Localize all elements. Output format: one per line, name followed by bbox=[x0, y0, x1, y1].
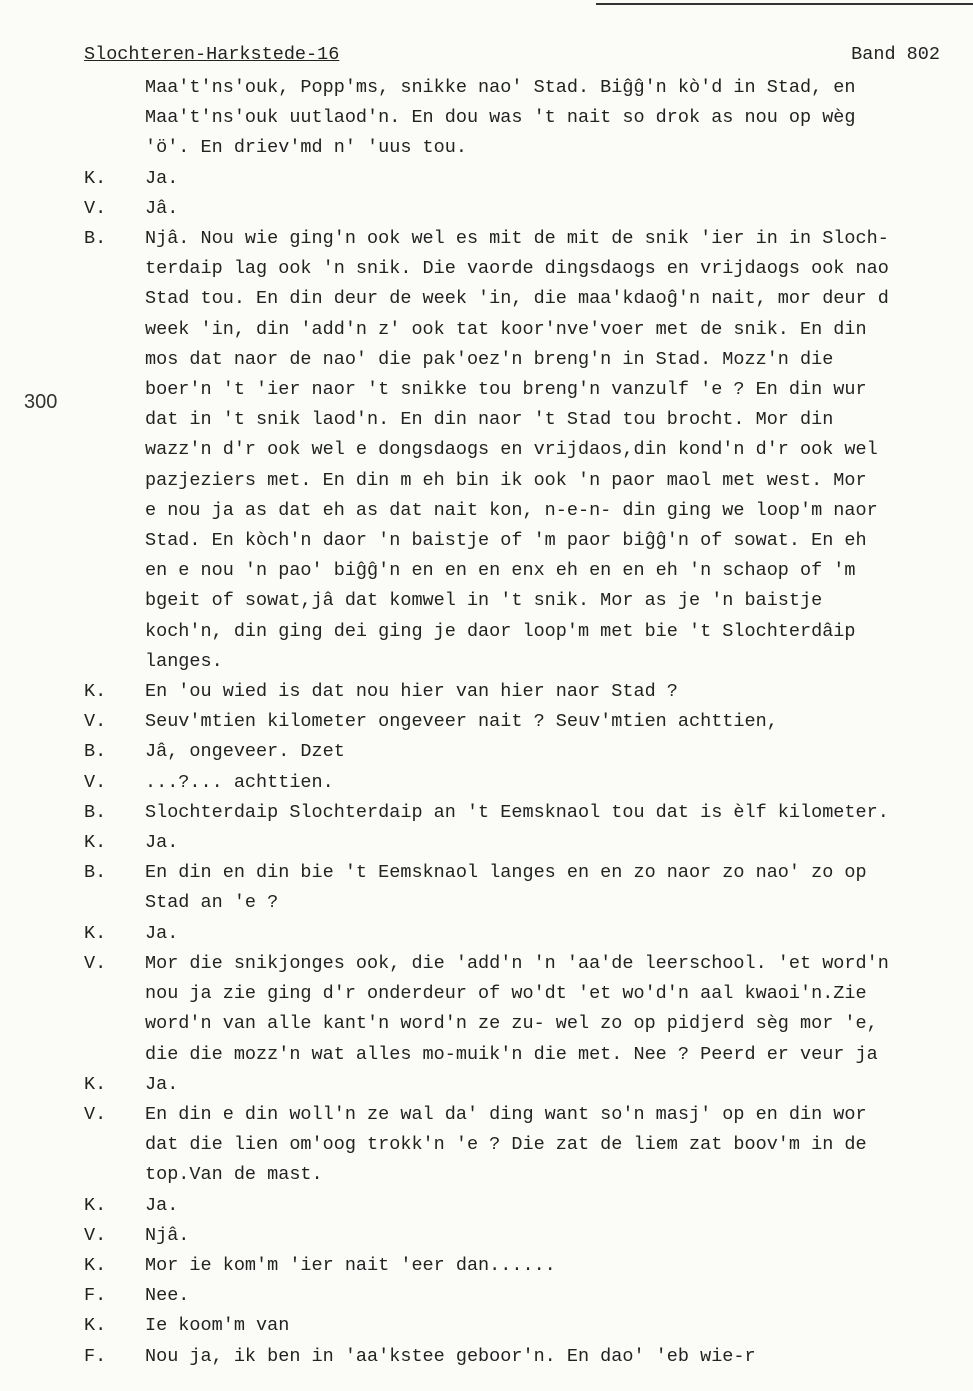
speaker-label: V. bbox=[84, 771, 107, 793]
text-line: Jâ, ongeveer. Dzet bbox=[145, 741, 345, 763]
speaker-label: V. bbox=[84, 1224, 107, 1246]
turn-text bbox=[145, 1342, 968, 1372]
speaker-label: B. bbox=[84, 228, 107, 250]
transcript-turn bbox=[84, 737, 968, 767]
text-line: en e nou 'n pao' biĝĝ'n en en en enx eh en en eh 'n schaop of 'm bbox=[145, 560, 856, 582]
transcript-turn bbox=[84, 798, 968, 828]
text-line: terdaip lag ook 'n snik. Die vaorde dingsdaogs en vrijdaogs ook nao bbox=[145, 258, 889, 280]
speaker-label: K. bbox=[84, 681, 107, 703]
page-header bbox=[84, 44, 940, 70]
speaker-label: B. bbox=[84, 801, 107, 823]
text-line: Maa't'ns'ouk uutlaod'n. En dou was 't nait so drok as nou op wèg bbox=[145, 107, 856, 129]
transcript-turn bbox=[84, 1070, 968, 1100]
text-line: word'n van alle kant'n word'n ze zu- wel zo op pidjerd sèg mor 'e, bbox=[145, 1013, 878, 1035]
text-line: wazz'n d'r ook wel e dongsdaogs en vrijdaos,din kond'n d'r ook wel bbox=[145, 439, 878, 461]
speaker-label: V. bbox=[84, 197, 107, 219]
text-line: week 'in, din 'add'n z' ook tat koor'nve'voer met de snik. En din bbox=[145, 318, 867, 340]
transcript-turn bbox=[84, 858, 968, 918]
text-line: mos dat naor de nao' die pak'oez'n breng'n in Stad. Mozz'n die bbox=[145, 348, 834, 370]
text-line: Ja. bbox=[145, 922, 179, 944]
transcript-turn bbox=[84, 919, 968, 949]
speaker-label: K. bbox=[84, 1194, 107, 1216]
text-line: Stad an 'e ? bbox=[145, 892, 279, 914]
transcript-turn bbox=[84, 1191, 968, 1221]
text-line: Mor die snikjonges ook, die 'add'n 'n 'aa'de leerschool. 'et word'n bbox=[145, 952, 889, 974]
text-line: top.Van de mast. bbox=[145, 1164, 323, 1186]
turn-text bbox=[145, 768, 968, 798]
text-line: Seuv'mtien kilometer ongeveer nait ? Seuv'mtien achttien, bbox=[145, 711, 778, 733]
text-line: Ja. bbox=[145, 1073, 179, 1095]
transcript-turn bbox=[84, 1342, 968, 1372]
speaker-label: K. bbox=[84, 1073, 107, 1095]
text-line: pazjeziers met. En din m eh bin ik ook 'n paor maol met west. Mor bbox=[145, 469, 867, 491]
top-rule bbox=[596, 3, 973, 5]
transcript-turn bbox=[84, 194, 968, 224]
turn-text bbox=[145, 707, 968, 737]
transcript-turn bbox=[84, 828, 968, 858]
text-line: 'ö'. En driev'md n' 'uus tou. bbox=[145, 137, 467, 159]
text-line: Ja. bbox=[145, 167, 179, 189]
transcript-turn bbox=[84, 1281, 968, 1311]
text-line: boer'n 't 'ier naor 't snikke tou breng'n vanzulf 'e ? En din wur bbox=[145, 379, 867, 401]
text-line: Slochterdaip Slochterdaip an 't Eemsknaol tou dat is èlf kilometer. bbox=[145, 801, 889, 823]
turn-text bbox=[145, 828, 968, 858]
transcript-turn bbox=[84, 1251, 968, 1281]
turn-text bbox=[145, 1191, 968, 1221]
turn-text bbox=[145, 1221, 968, 1251]
turn-text bbox=[145, 677, 968, 707]
text-line: e nou ja as dat eh as dat nait kon, n-e-n- din ging we loop'm naor bbox=[145, 499, 878, 521]
turn-text bbox=[145, 194, 968, 224]
text-line: Ie koom'm van bbox=[145, 1315, 290, 1337]
text-line: koch'n, din ging dei ging je daor loop'm met bie 't Slochterdâip bbox=[145, 620, 856, 642]
document-title: Slochteren-Harkstede-16 bbox=[84, 44, 340, 65]
text-line: Stad tou. En din deur de week 'in, die maa'kdaoĝ'n nait, mor deur d bbox=[145, 288, 889, 310]
text-line: Mor ie kom'm 'ier nait 'eer dan...... bbox=[145, 1254, 556, 1276]
speaker-label: K. bbox=[84, 922, 107, 944]
transcript-turn bbox=[84, 164, 968, 194]
text-line: dat die lien om'oog trokk'n 'e ? Die zat de liem zat boov'm in de bbox=[145, 1134, 867, 1156]
transcript-turn bbox=[84, 949, 968, 1070]
speaker-label: K. bbox=[84, 1254, 107, 1276]
margin-line-number: 300 bbox=[24, 391, 58, 413]
speaker-label: V. bbox=[84, 1103, 107, 1125]
turn-text bbox=[145, 1070, 968, 1100]
turn-text bbox=[145, 164, 968, 194]
text-line: En din en din bie 't Eemsknaol langes en en zo naor zo nao' zo op bbox=[145, 862, 867, 884]
transcript-turn bbox=[84, 677, 968, 707]
turn-text bbox=[145, 224, 968, 677]
text-line: nou ja zie ging d'r onderdeur of wo'dt 'et wo'd'n aal kwaoi'n.Zie bbox=[145, 983, 867, 1005]
transcript-turn bbox=[84, 1311, 968, 1341]
turn-text bbox=[145, 949, 968, 1070]
turn-text bbox=[145, 1281, 968, 1311]
text-line: Nou ja, ik ben in 'aa'kstee geboor'n. En dao' 'eb wie-r bbox=[145, 1345, 756, 1367]
transcript-turn bbox=[84, 73, 968, 164]
speaker-label: F. bbox=[84, 1345, 107, 1367]
transcript-turn bbox=[84, 768, 968, 798]
turn-text bbox=[145, 737, 968, 767]
turn-text bbox=[145, 798, 968, 828]
speaker-label: K. bbox=[84, 167, 107, 189]
speaker-label: K. bbox=[84, 832, 107, 854]
text-line: bgeit of sowat,jâ dat komwel in 't snik. Mor as je 'n baistje bbox=[145, 590, 823, 612]
speaker-label: F. bbox=[84, 1285, 107, 1307]
transcript-turn bbox=[84, 707, 968, 737]
transcript-turn bbox=[84, 224, 968, 677]
text-line: dat in 't snik laod'n. En din naor 't Stad tou brocht. Mor din bbox=[145, 409, 834, 431]
turn-text bbox=[145, 919, 968, 949]
band-number: Band 802 bbox=[851, 44, 940, 65]
text-line: Jâ. bbox=[145, 197, 179, 219]
text-line: ...?... achttien. bbox=[145, 771, 334, 793]
turn-text bbox=[145, 1100, 968, 1191]
text-line: langes. bbox=[145, 650, 223, 672]
speaker-label: B. bbox=[84, 741, 107, 763]
text-line: Nee. bbox=[145, 1285, 190, 1307]
turn-text bbox=[145, 73, 968, 164]
text-line: Stad. En kòch'n daor 'n baistje of 'm paor biĝĝ'n of sowat. En eh bbox=[145, 530, 867, 552]
text-line: En 'ou wied is dat nou hier van hier naor Stad ? bbox=[145, 681, 678, 703]
turn-text bbox=[145, 858, 968, 918]
transcript bbox=[84, 73, 968, 1372]
turn-text bbox=[145, 1251, 968, 1281]
speaker-label: B. bbox=[84, 862, 107, 884]
text-line: Maa't'ns'ouk, Popp'ms, snikke nao' Stad. Biĝĝ'n kò'd in Stad, en bbox=[145, 77, 856, 98]
text-line: Njâ. Nou wie ging'n ook wel es mit de mit de snik 'ier in in Sloch- bbox=[145, 228, 889, 250]
text-line: Ja. bbox=[145, 1194, 179, 1216]
transcript-turn bbox=[84, 1100, 968, 1191]
text-line: En din e din woll'n ze wal da' ding want so'n masj' op en din wor bbox=[145, 1103, 867, 1125]
turn-text bbox=[145, 1311, 968, 1341]
text-line: die die mozz'n wat alles mo-muik'n die met. Nee ? Peerd er veur ja bbox=[145, 1043, 878, 1065]
transcript-turn bbox=[84, 1221, 968, 1251]
speaker-label: V. bbox=[84, 711, 107, 733]
speaker-label: V. bbox=[84, 952, 107, 974]
text-line: Ja. bbox=[145, 832, 179, 854]
text-line: Njâ. bbox=[145, 1224, 190, 1246]
speaker-label: K. bbox=[84, 1315, 107, 1337]
